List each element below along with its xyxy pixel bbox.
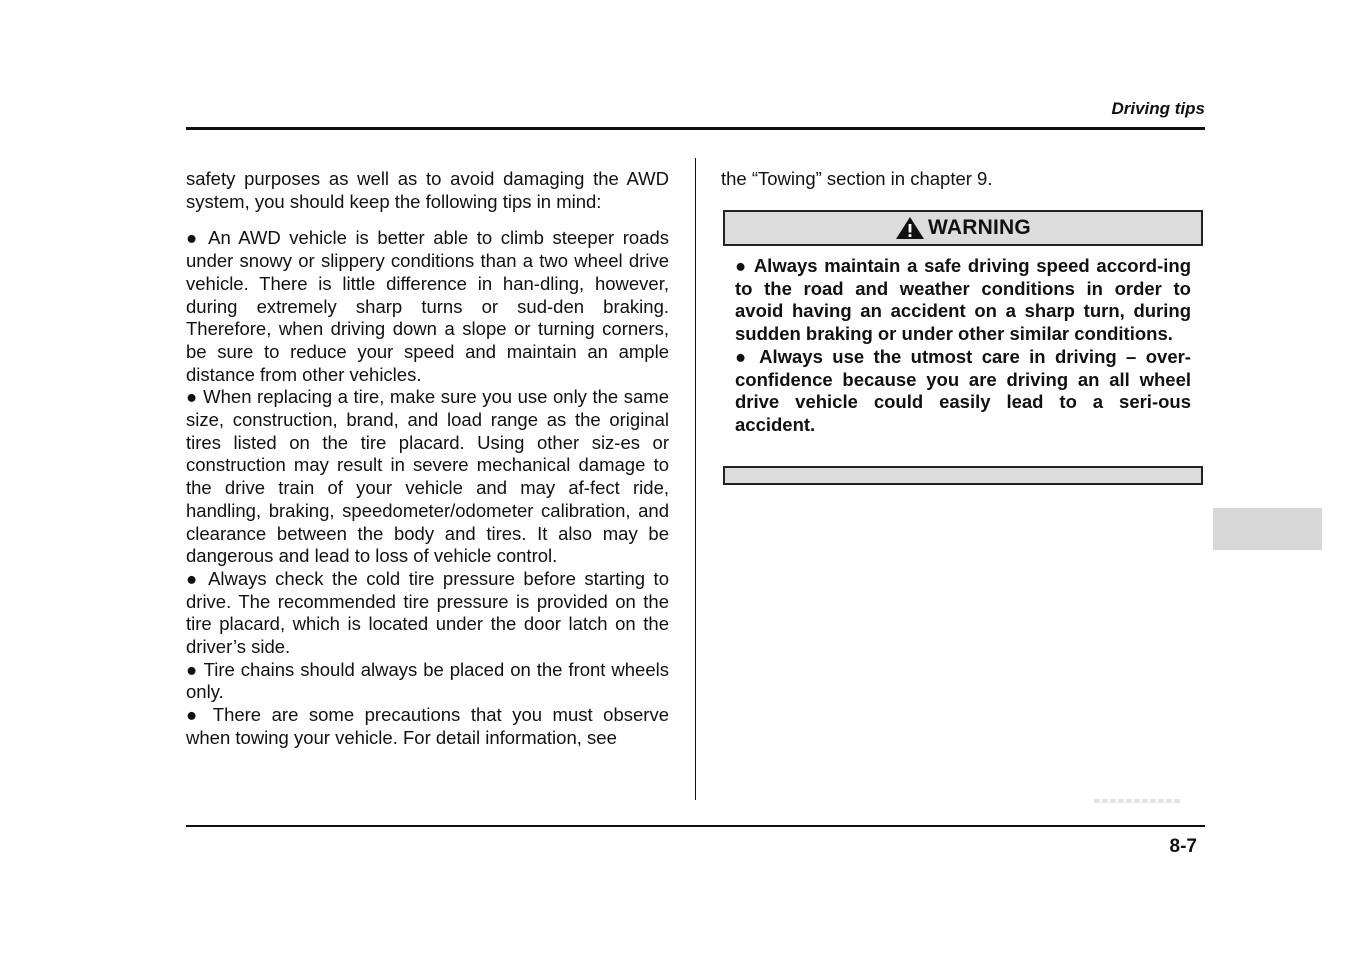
footer-rule [186,825,1205,827]
bullet-item: ● Always check the cold tire pressure before starting to drive. The recommended tire pressure is provided on the tire placard, which is located under the door latch on the driver’s side. [186,567,669,658]
continued-mark [1094,799,1182,803]
bullet-icon: ● [186,227,201,249]
warning-bullet: ● Always maintain a safe driving speed accord-ing to the road and weather conditions in order to avoid having an accident on a sharp turn, during sudden braking or under other similar conditions. [735,255,1191,345]
warning-header [723,210,1203,246]
bullet-icon: ● [186,658,198,680]
column-divider [695,158,696,800]
bullet-icon: ● [186,567,201,589]
left-column [186,168,669,750]
bullet-icon: ● [186,386,198,408]
intro-paragraph: safety purposes as well as to avoid damaging the AWD system, you should keep the following tips in mind: [186,168,669,212]
right-column [721,168,1201,191]
chapter-tab [1213,508,1322,550]
bullet-item: ● When replacing a tire, make sure you use only the same size, construction, brand, and load range as the original tires listed on the tire placard. Using other siz-es or construction may result in severe mechanical damage to the drive train of your vehicle and may af-fect ride, handling, braking, speedometer/odometer calibration, and clearance between the body and tires. It also may be dangerous and lead to loss of vehicle control. [186,386,669,567]
warning-body [735,255,1191,437]
bullet-item: ● An AWD vehicle is better able to climb steeper roads under snowy or slippery conditions than a two wheel drive vehicle. There is little difference in han-dling, however, during extremely sharp turns or sud-den braking. Therefore, when driving down a slope or turning corners, be sure to reduce your speed and maintain an ample distance from other vehicles. [186,227,669,385]
continuation-text: the “Towing” section in chapter 9. [721,168,993,189]
bullet-icon: ● [735,345,751,367]
warning-footer-bar [723,466,1203,485]
warning-bullet: ● Always use the utmost care in driving – over-confidence because you are driving an all wheel drive vehicle could easily lead to a seri-ous accident. [735,345,1191,435]
bullet-item: ● Tire chains should always be placed on the front wheels only. [186,658,669,703]
page-number: 8-7 [1169,836,1197,857]
bullet-icon: ● [735,255,748,276]
section-title: Driving tips [1111,99,1205,118]
header-rule [186,127,1205,130]
bullet-item: ● There are some precautions that you must observe when towing your vehicle. For detail information, see [186,704,669,748]
warning-triangle-icon [895,216,925,240]
bullet-icon: ● [186,704,203,726]
warning-title: WARNING [928,216,1031,239]
